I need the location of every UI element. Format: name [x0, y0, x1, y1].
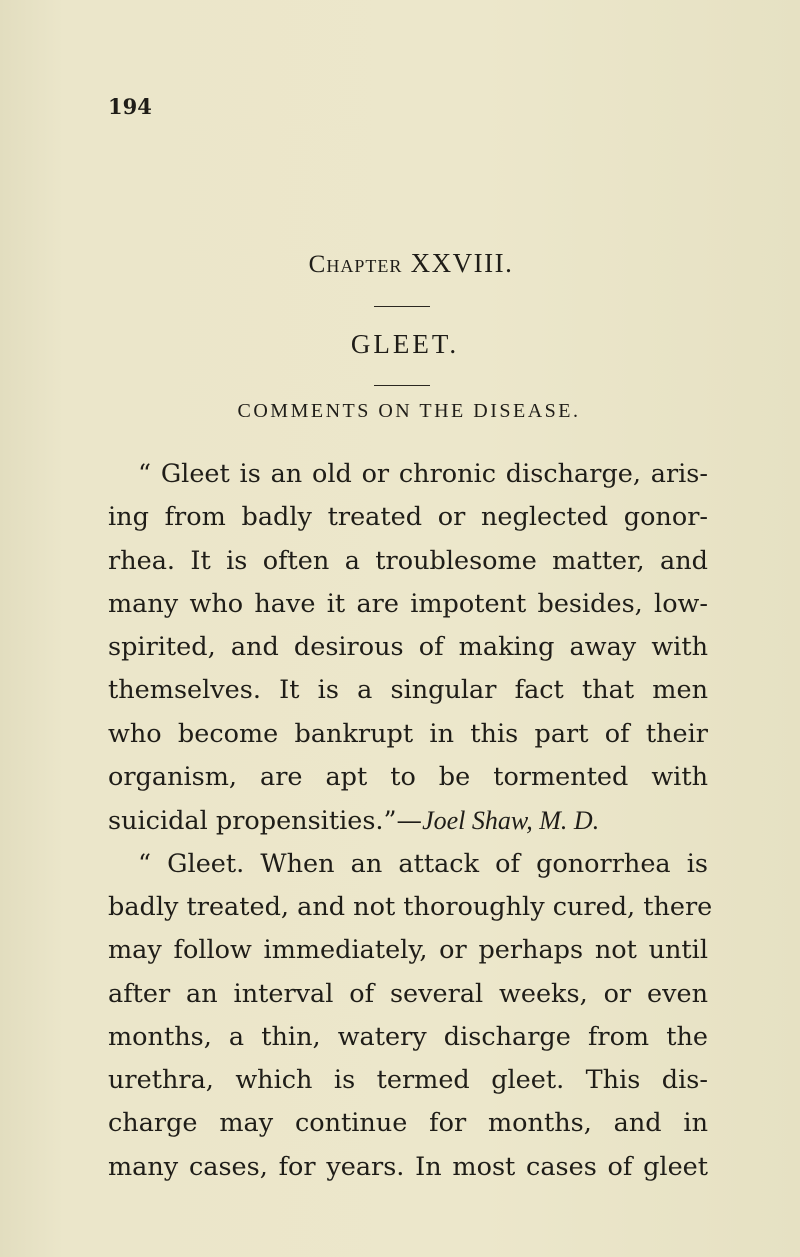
text-line: “ Gleet. When an attack of gonorrhea is	[138, 848, 708, 879]
title-rule-bottom	[374, 385, 430, 386]
text-line: may follow immediately, or perhaps not until	[108, 935, 708, 966]
text-line: “ Gleet is an old or chronic discharge, aris-	[138, 459, 708, 489]
text-line: charge may continue for months, and in	[108, 1108, 708, 1139]
text-line: organism, are apt to be tormented with	[108, 762, 708, 793]
text-line: ing from badly treated or neglected gonor-	[108, 502, 708, 533]
text-line: months, a thin, watery discharge from the	[108, 1021, 708, 1052]
page-number: 194	[108, 94, 152, 119]
text-line: rhea. It is often a troublesome matter, and	[108, 545, 708, 576]
section-subheading: COMMENTS ON THE DISEASE.	[237, 400, 581, 422]
text-line: urethra, which is termed gleet. This dis-	[108, 1065, 708, 1096]
text-line: after an interval of several weeks, or even	[108, 978, 708, 1009]
text-line-end: suicidal propensities.”—	[108, 806, 423, 837]
chapter-title: GLEET.	[350, 329, 460, 359]
text-line: many who have it are impotent besides, low-	[108, 588, 708, 619]
text-line: themselves. It is a singular fact that men	[108, 675, 708, 706]
chapter-numeral: XXVIII.	[410, 248, 514, 278]
body-text	[108, 453, 713, 1189]
title-rule-top	[374, 306, 430, 307]
text-line: badly treated, and not thoroughly cured, there	[108, 891, 713, 922]
text-line: spirited, and desirous of making away with	[108, 632, 708, 663]
text-line-with-attribution	[108, 799, 708, 842]
chapter-heading	[0, 248, 800, 279]
text-line: who become bankrupt in this part of their	[108, 718, 708, 749]
text-line: many cases, for years. In most cases of gleet	[108, 1151, 708, 1182]
chapter-word: Chapter	[308, 251, 403, 278]
attribution: Joel Shaw, M. D.	[422, 806, 600, 836]
